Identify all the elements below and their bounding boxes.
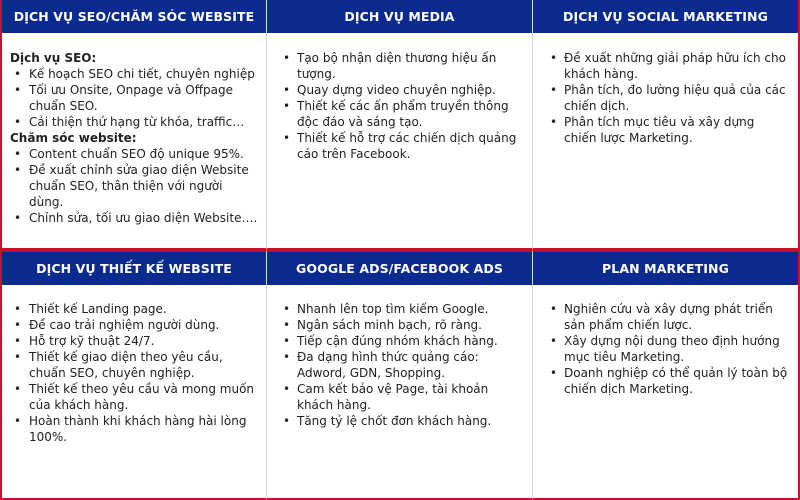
list-item: • Chỉnh sửa, tối ưu giao diện Website…. — [14, 211, 258, 225]
bullet-list — [550, 50, 790, 146]
list-item: • Hỗ trợ kỹ thuật 24/7. — [14, 334, 155, 348]
list-item: • Hoàn thành khi khách hàng hài lòng 100%. — [14, 414, 247, 444]
bullet-list — [10, 146, 258, 226]
service-card-ads — [267, 250, 533, 500]
list-item: • Đề cao trải nghiệm người dùng. — [14, 318, 220, 332]
bullet-icon: • — [283, 334, 291, 348]
card-body — [267, 285, 532, 429]
card-title: DỊCH VỤ THIẾT KẾ WEBSITE — [2, 252, 266, 285]
bullet-icon: • — [14, 211, 22, 225]
bullet-icon: • — [283, 131, 291, 145]
bullet-list — [10, 301, 258, 445]
group-subtitle: Chăm sóc website: — [10, 131, 137, 145]
bullet-icon: • — [283, 83, 291, 97]
list-item: • Đề xuất những giải pháp hữu ích cho khách hàng. — [550, 51, 786, 81]
list-item: • Cải thiện thứ hạng từ khóa, traffic… — [14, 115, 245, 129]
list-item: • Đề xuất chỉnh sửa giao diện Website chuẩn SEO, thân thiện với người dùng. — [14, 163, 249, 209]
bullet-list — [283, 50, 522, 162]
bullet-icon: • — [14, 318, 22, 332]
bullet-icon: • — [14, 115, 22, 129]
bullet-icon: • — [283, 382, 291, 396]
service-card-social-marketing — [533, 0, 800, 250]
group-subtitle: Dịch vụ SEO: — [10, 51, 97, 65]
list-item: • Thiết kế giao diện theo yêu cầu, chuẩn SEO, chuyên nghiệp. — [14, 350, 223, 380]
bullet-icon: • — [283, 99, 291, 113]
card-body — [533, 33, 798, 146]
bullet-icon: • — [283, 414, 291, 428]
bullet-icon: • — [14, 382, 22, 396]
list-item: • Thiết kế Landing page. — [14, 302, 167, 316]
bullet-icon: • — [14, 83, 22, 97]
bullet-icon: • — [283, 318, 291, 332]
list-item: • Thiết kế các ấn phẩm truyền thông độc đáo và sáng tạo. — [283, 99, 509, 129]
service-card-seo — [0, 0, 267, 250]
bullet-list — [550, 301, 790, 397]
bullet-icon: • — [14, 414, 22, 428]
card-body — [267, 33, 532, 162]
bullet-icon: • — [283, 51, 291, 65]
list-item: • Nghiên cứu và xây dựng phát triển sản phẩm chiến lược. — [550, 302, 773, 332]
list-item: • Đa dạng hình thức quảng cáo: Adword, GDN, Shopping. — [283, 350, 479, 380]
bullet-icon: • — [14, 147, 22, 161]
list-item: • Xây dựng nội dung theo định hướng mục tiêu Marketing. — [550, 334, 780, 364]
list-item: • Tối ưu Onsite, Onpage và Offpage chuẩn SEO. — [14, 83, 233, 113]
service-card-web-design — [0, 250, 267, 500]
list-item: • Nhanh lên top tìm kiếm Google. — [283, 302, 489, 316]
list-item: • Kế hoạch SEO chi tiết, chuyên nghiệp — [14, 67, 255, 81]
card-title: GOOGLE ADS/FACEBOOK ADS — [267, 252, 532, 285]
list-item: • Phân tích mục tiêu và xây dựng chiến lược Marketing. — [550, 115, 755, 145]
bullet-list — [283, 301, 522, 429]
bullet-icon: • — [283, 302, 291, 316]
card-title: PLAN MARKETING — [533, 252, 798, 285]
bullet-icon: • — [550, 51, 558, 65]
bullet-icon: • — [14, 163, 22, 177]
bullet-icon: • — [14, 350, 22, 364]
list-item: • Phân tích, đo lường hiệu quả của các chiến dịch. — [550, 83, 786, 113]
list-item: • Thiết kế theo yêu cầu và mong muốn của khách hàng. — [14, 382, 255, 412]
list-item: • Tiếp cận đúng nhóm khách hàng. — [283, 334, 498, 348]
list-item: • Tạo bộ nhận diện thương hiệu ấn tượng. — [283, 51, 497, 81]
bullet-icon: • — [14, 67, 22, 81]
list-item: • Thiết kế hỗ trợ các chiến dịch quảng cáo trên Facebook. — [283, 131, 517, 161]
bullet-icon: • — [550, 302, 558, 316]
card-body — [533, 285, 798, 397]
bullet-icon: • — [550, 366, 558, 380]
bullet-icon: • — [14, 334, 22, 348]
card-body — [2, 285, 266, 445]
list-item: • Quay dựng video chuyên nghiệp. — [283, 83, 496, 97]
bullet-icon: • — [550, 115, 558, 129]
card-title: DỊCH VỤ MEDIA — [267, 0, 532, 33]
list-item: • Tăng tỷ lệ chốt đơn khách hàng. — [283, 414, 492, 428]
list-item: • Doanh nghiệp có thể quản lý toàn bộ chiến dịch Marketing. — [550, 366, 788, 396]
bullet-icon: • — [283, 350, 291, 364]
bullet-icon: • — [14, 302, 22, 316]
card-title: DỊCH VỤ SEO/CHĂM SÓC WEBSITE — [2, 0, 266, 33]
service-card-media — [267, 0, 533, 250]
bullet-list — [10, 66, 258, 130]
service-card-plan-marketing — [533, 250, 800, 500]
list-item: • Cam kết bảo vệ Page, tài khoản khách hàng. — [283, 382, 489, 412]
list-item: • Content chuẩn SEO độ unique 95%. — [14, 147, 244, 161]
bullet-icon: • — [550, 334, 558, 348]
bullet-icon: • — [550, 83, 558, 97]
card-body — [2, 33, 266, 226]
list-item: • Ngân sách minh bạch, rõ ràng. — [283, 318, 482, 332]
card-title: DỊCH VỤ SOCIAL MARKETING — [533, 0, 798, 33]
